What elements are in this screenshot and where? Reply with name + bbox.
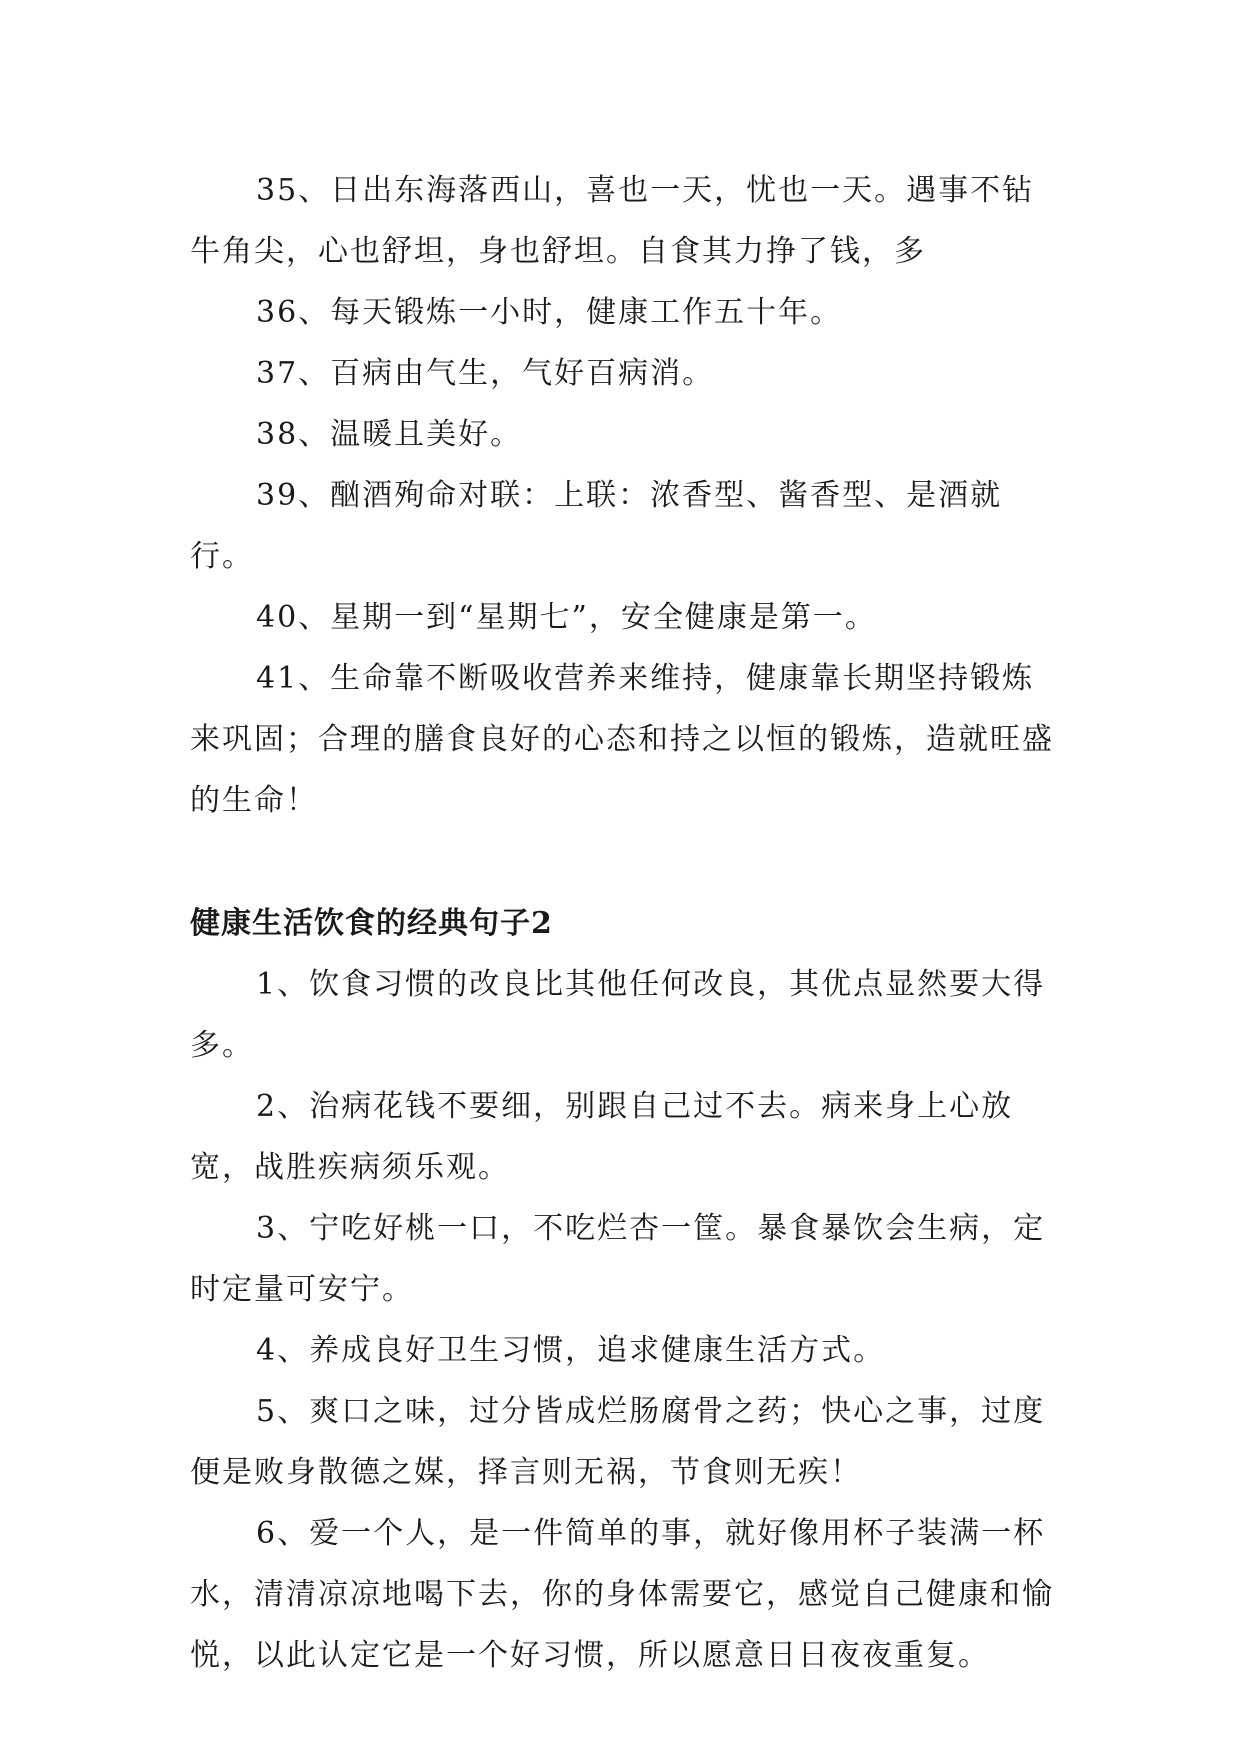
section-gap xyxy=(190,831,1058,893)
paragraph-3: 3、宁吃好桃一口，不吃烂杏一筐。暴食暴饮会生病，定时定量可安宁。 xyxy=(190,1211,1046,1307)
paragraph-37: 37、百病由气生，气好百病消。 xyxy=(256,356,715,391)
paragraph-6: 6、爱一个人，是一件简单的事，就好像用杯子装满一杯水，清清凉凉地喝下去，你的身体需要它，感觉自己健康和愉悦，以此认定它是一个好习惯，所以愿意日日夜夜重复。 xyxy=(190,1516,1054,1673)
paragraph-38: 38、温暖且美好。 xyxy=(256,417,523,452)
paragraph-41: 41、生命靠不断吸收营养来维持，健康靠长期坚持锻炼来巩固；合理的膳食良好的心态和持之以恒的锻炼，造就旺盛的生命！ xyxy=(190,661,1054,818)
paragraph-35: 35、日出东海落西山，喜也一天，忧也一天。遇事不钻牛角尖，心也舒坦，身也舒坦。自食其力挣了钱，多 xyxy=(190,173,1035,269)
paragraph-36: 36、每天锻炼一小时，健康工作五十年。 xyxy=(256,295,843,330)
paragraph-1: 1、饮食习惯的改良比其他任何改良，其优点显然要大得多。 xyxy=(190,967,1046,1063)
section-1 xyxy=(190,160,1058,831)
document-page xyxy=(190,160,1058,1686)
paragraph-5: 5、爽口之味，过分皆成烂肠腐骨之药；快心之事，过度便是败身散德之媒，择言则无祸，节食则无疾！ xyxy=(190,1394,1046,1490)
paragraph-4: 4、养成良好卫生习惯，追求健康生活方式。 xyxy=(256,1333,886,1368)
paragraph-40: 40、星期一到“星期七”，安全健康是第一。 xyxy=(256,600,877,635)
paragraph-2: 2、治病花钱不要细，别跟自己过不去。病来身上心放宽，战胜疾病须乐观。 xyxy=(190,1089,1014,1185)
section-2 xyxy=(190,893,1058,1686)
section-heading: 健康生活饮食的经典句子2 xyxy=(190,906,553,941)
paragraph-39: 39、酗酒殉命对联：上联：浓香型、酱香型、是酒就行。 xyxy=(190,478,1003,574)
